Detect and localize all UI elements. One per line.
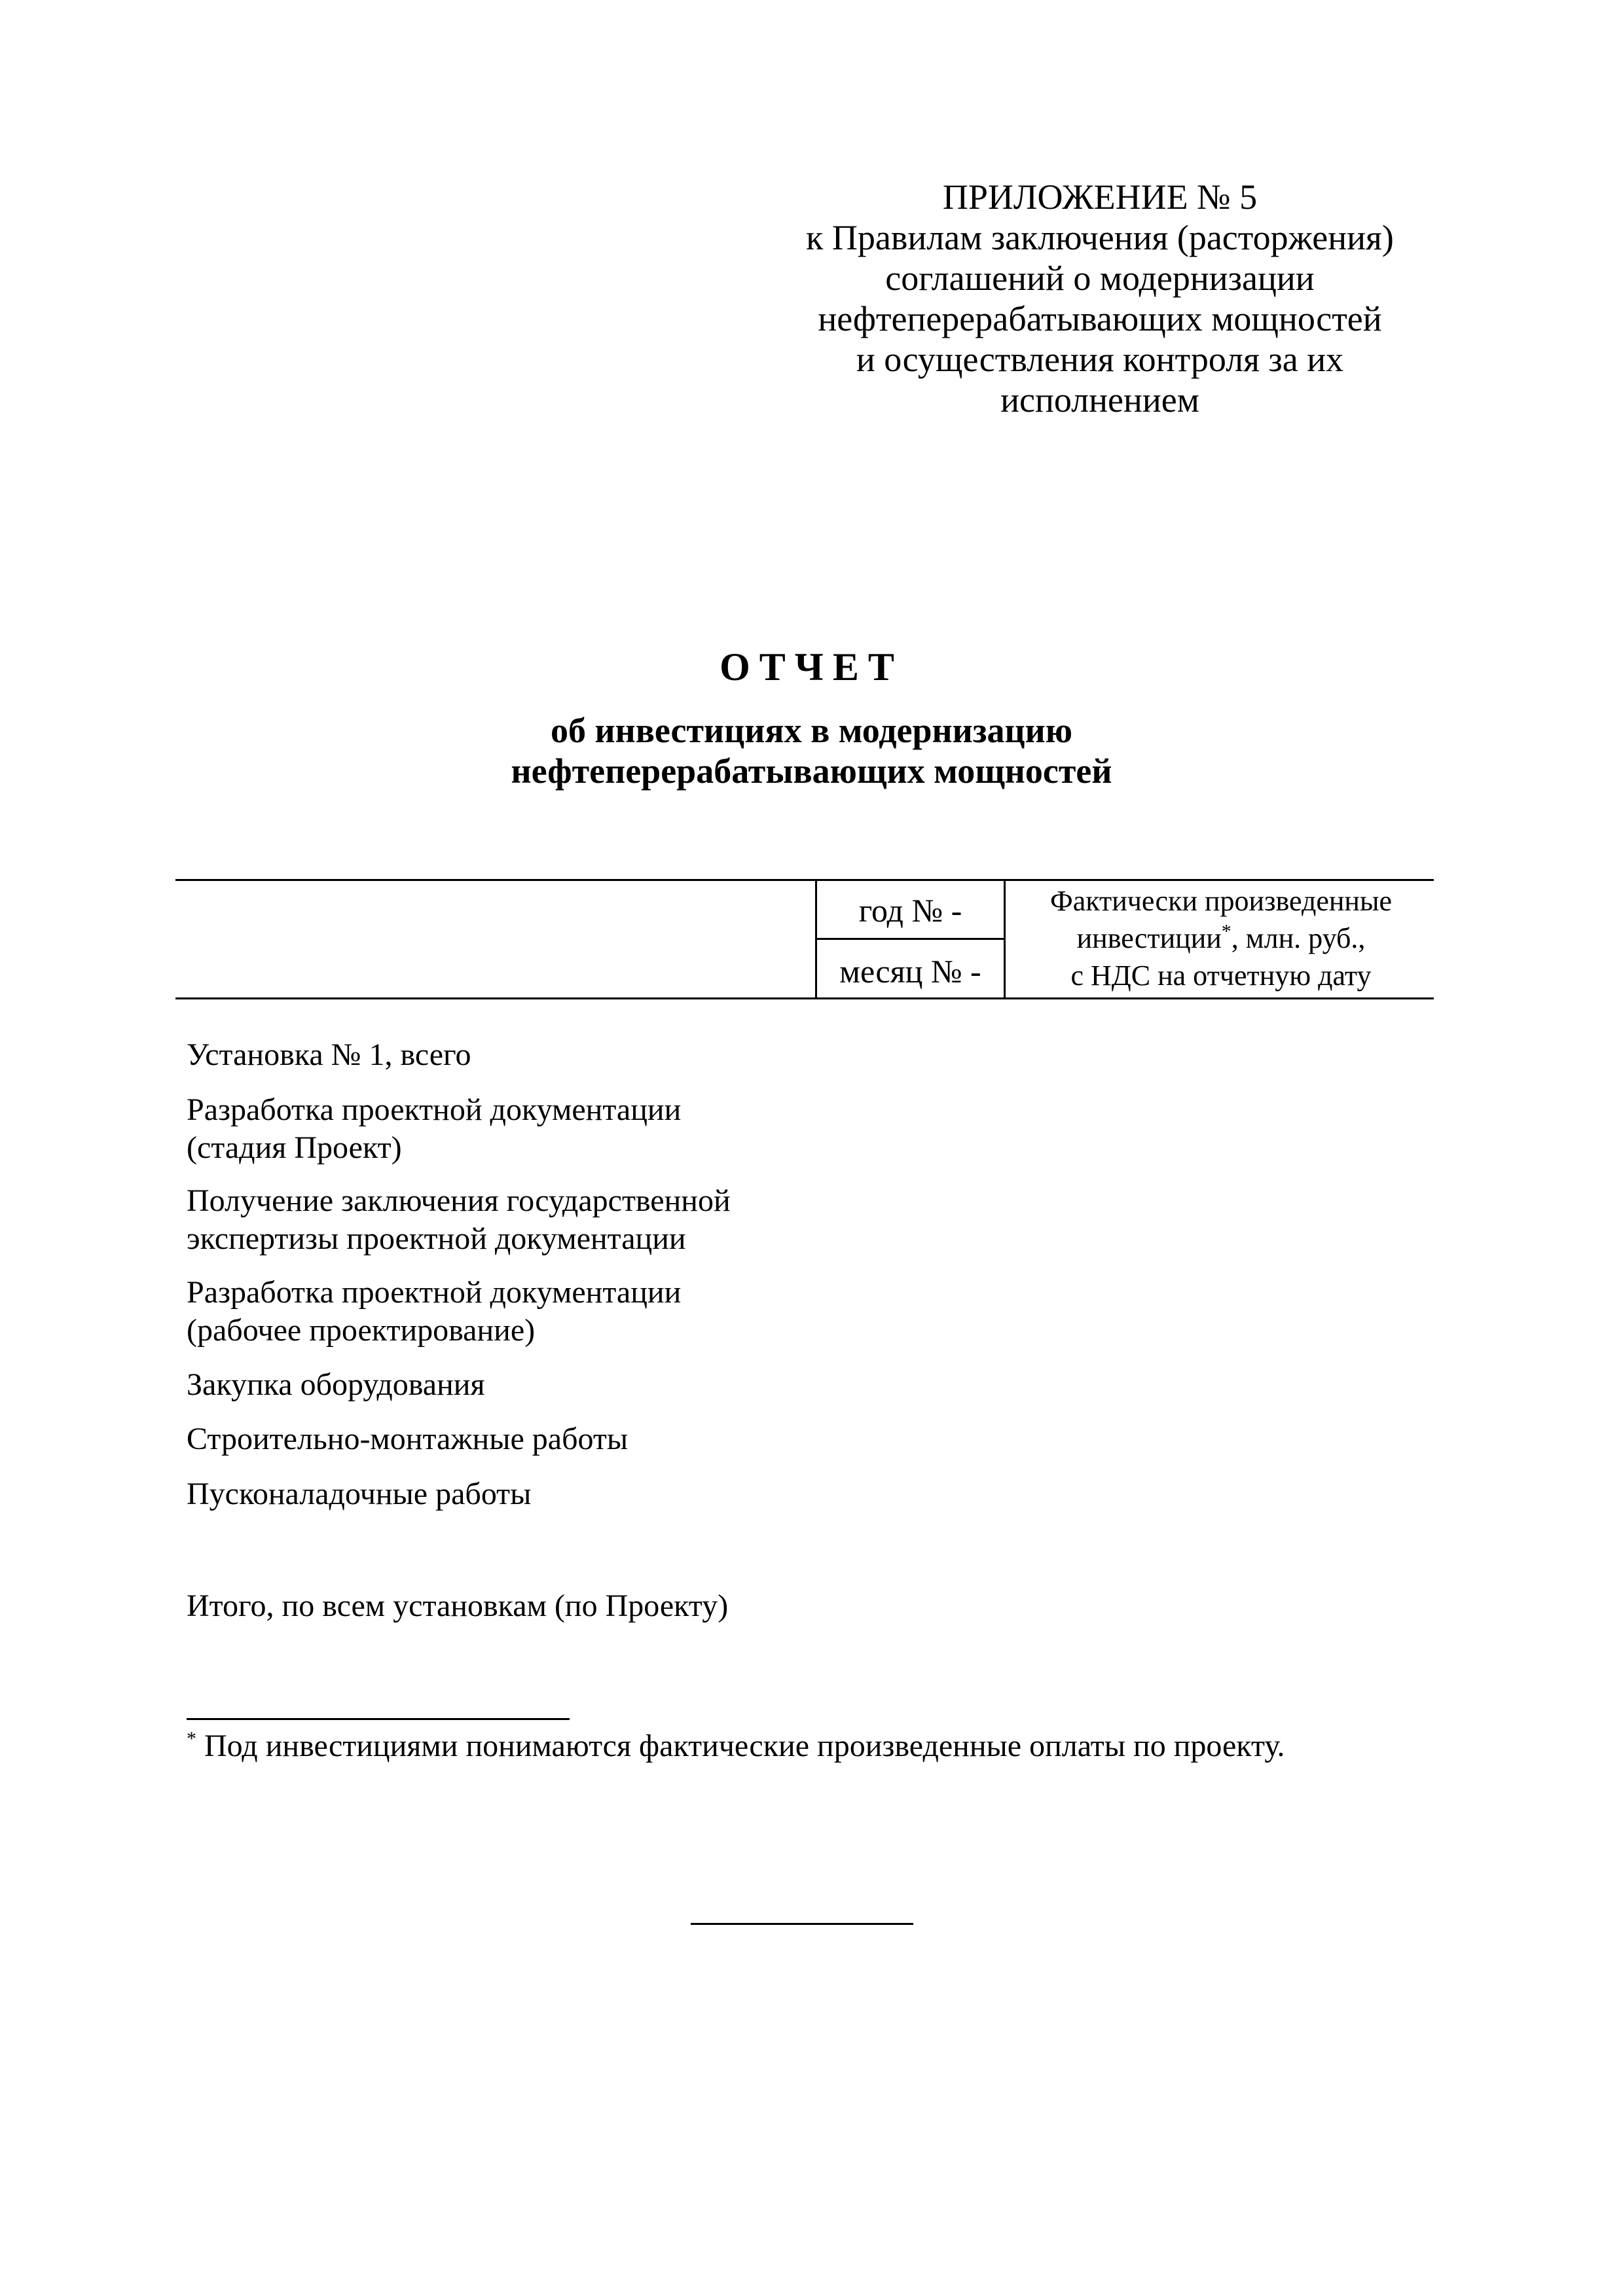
- fact-header-text: инвестиции: [1076, 922, 1222, 954]
- appendix-line: и осуществления контроля за их: [856, 340, 1344, 379]
- row-label: Закупка оборудования: [187, 1367, 485, 1402]
- subtitle-line: нефтеперерабатывающих мощностей: [511, 751, 1112, 791]
- row-label: (рабочее проектирование): [187, 1313, 536, 1348]
- table-top-rule: [175, 879, 1434, 881]
- fact-header-line: с НДС на отчетную дату: [1070, 960, 1372, 992]
- footnote-mark: *: [187, 1728, 196, 1749]
- fact-header-line: Фактически произведенные: [1049, 885, 1393, 917]
- appendix-line: соглашений о модернизации: [885, 259, 1315, 298]
- footnote-rule: [187, 1718, 570, 1720]
- year-month-divider: [815, 938, 1005, 940]
- table-row: [187, 1036, 471, 1074]
- month-header: месяц № -: [839, 953, 981, 990]
- table-row: [187, 1475, 531, 1513]
- appendix-block: [773, 177, 1427, 420]
- footnote: [187, 1728, 1285, 1764]
- table-row: [187, 1366, 485, 1404]
- report-title: ОТЧЕТ: [720, 645, 903, 689]
- appendix-heading: ПРИЛОЖЕНИЕ № 5: [942, 177, 1258, 217]
- row-label: экспертизы проектной документации: [187, 1221, 686, 1256]
- subtitle-line: об инвестициях в модернизацию: [551, 711, 1072, 750]
- total-row: [187, 1587, 728, 1625]
- report-subtitle: [0, 710, 1623, 791]
- footnote-mark: *: [1221, 920, 1231, 942]
- table-row: [187, 1091, 681, 1167]
- row-label: Разработка проектной документации: [187, 1092, 682, 1127]
- appendix-line: нефтеперерабатывающих мощностей: [818, 299, 1382, 338]
- appendix-line: исполнением: [1000, 380, 1199, 420]
- fact-header-text: , млн. руб.,: [1231, 922, 1366, 954]
- table-row: [187, 1274, 681, 1350]
- fact-investments-header: [1008, 882, 1434, 994]
- total-label: Итого, по всем установкам (по Проекту): [187, 1588, 729, 1623]
- row-label: Установка № 1, всего: [187, 1037, 471, 1072]
- footnote-text: Под инвестициями понимаются фактические произведенные оплаты по проекту.: [204, 1729, 1285, 1763]
- fact-header-line: [1008, 920, 1434, 957]
- table-bottom-rule: [175, 997, 1434, 999]
- appendix-line: к Правилам заключения (расторжения): [806, 218, 1394, 257]
- table-row: [187, 1420, 628, 1458]
- row-label: Пусконаладочные работы: [187, 1477, 532, 1511]
- column-divider-right: [1004, 880, 1006, 998]
- table-row: [187, 1182, 731, 1258]
- row-label: Получение заключения государственной: [187, 1183, 731, 1218]
- row-label: Строительно-монтажные работы: [187, 1422, 629, 1456]
- row-label: (стадия Проект): [187, 1130, 402, 1165]
- row-label: Разработка проектной документации: [187, 1275, 682, 1310]
- end-rule: [691, 1923, 913, 1925]
- year-header: год № -: [858, 892, 962, 929]
